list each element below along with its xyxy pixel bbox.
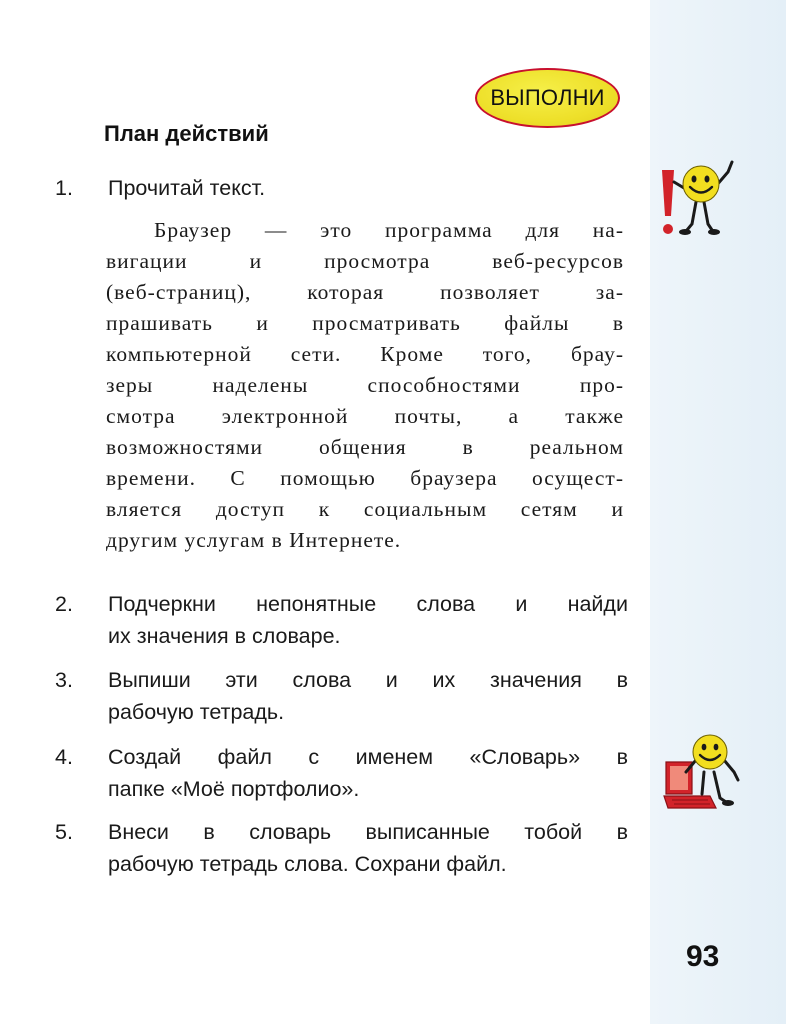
step-line: рабочую тетрадь.	[108, 700, 285, 724]
step-line: их значения в словаре.	[108, 624, 341, 648]
step-text	[108, 588, 628, 652]
page-heading: План действий	[104, 121, 269, 146]
step-line: Выпиши эти слова и их значения в	[108, 668, 628, 692]
step-number: 5.	[55, 820, 73, 844]
step-line: Подчеркни непонятные слова и найди	[108, 592, 628, 616]
quote-line: вигации и просмотра веб-ресурсов	[106, 249, 624, 273]
quote-line: другим услугам в Интернете.	[106, 528, 402, 552]
quote-line: компьютерной сети. Кроме того, брау-	[106, 342, 624, 366]
quote-line: прашивать и просматривать файлы в	[106, 311, 624, 335]
smiley-laptop-icon	[662, 732, 750, 816]
badge-label: ВЫПОЛНИ	[490, 85, 605, 110]
quote-line: времени. С помощью браузера осущест-	[106, 466, 624, 490]
step-line: папке «Моё портфолио».	[108, 777, 360, 801]
margin-strip	[650, 0, 786, 1024]
step-number: 2.	[55, 592, 73, 616]
step-line: Создай файл с именем «Словарь» в	[108, 745, 628, 769]
quote-line: Браузер — это программа для на-	[154, 218, 624, 242]
step-number: 1.	[55, 176, 73, 200]
step-number: 4.	[55, 745, 73, 769]
step-text	[108, 816, 628, 880]
step-line: Внеси в словарь выписанные тобой в	[108, 820, 628, 844]
step-text	[108, 172, 628, 204]
step-text	[108, 741, 628, 805]
step-line: Прочитай текст.	[108, 176, 266, 200]
page-number: 93	[686, 940, 720, 973]
step-line: рабочую тетрадь слова. Сохрани файл.	[108, 852, 507, 876]
quote-line: зеры наделены способностями про-	[106, 373, 624, 397]
quote-line: вляется доступ к социальным сетям и	[106, 497, 624, 521]
step-text	[108, 664, 628, 728]
quote-line: (веб-страниц), которая позволяет за-	[106, 280, 624, 304]
task-badge	[475, 68, 620, 128]
quote-line: возможностями общения в реальном	[106, 435, 624, 459]
quote-line: смотра электронной почты, а также	[106, 404, 624, 428]
step-number: 3.	[55, 668, 73, 692]
browser-definition	[106, 215, 624, 556]
smiley-exclamation-icon	[654, 158, 738, 244]
